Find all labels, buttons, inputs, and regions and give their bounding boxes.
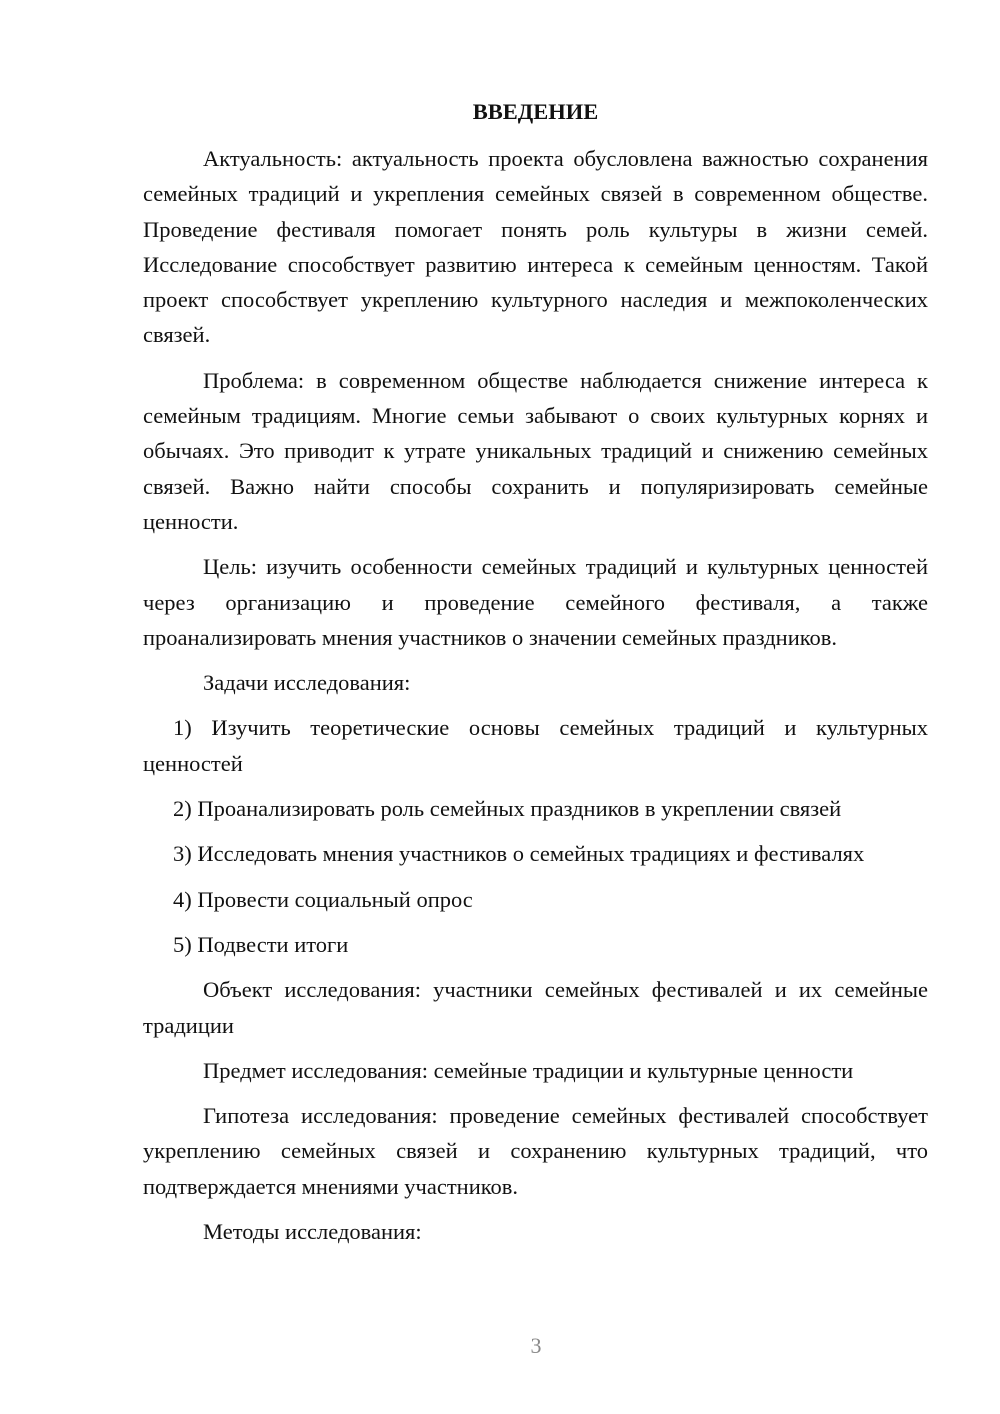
page-content xyxy=(143,94,928,1259)
problem-paragraph: Проблема: в современном обществе наблюдается снижение интереса к семейным традициям. Многие семьи забывают о своих культурных корнях и обычаях. Это приводит к утрате уникальных традиций и снижению семейных связей. Важно найти способы сохранить и популяризировать семейные ценности. xyxy=(143,367,928,534)
hypothesis-paragraph: Гипотеза исследования: проведение семейных фестивалей способствует укреплению семейных связей и сохранению культурных традиций, что подтверждается мнениями участников. xyxy=(143,1103,928,1199)
task-item-3: 3) Исследовать мнения участников о семейных традициях и фестивалях xyxy=(173,841,865,867)
tasks-heading: Задачи исследования: xyxy=(203,670,411,696)
task-item-4: 4) Провести социальный опрос xyxy=(173,886,473,912)
task-item-5: 5) Подвести итоги xyxy=(173,931,349,957)
goal-paragraph: Цель: изучить особенности семейных традиций и культурных ценностей через организацию и проведение семейного фестиваля, а также проанализировать мнения участников о значении семейных праздников. xyxy=(143,554,928,650)
relevance-paragraph: Актуальность: актуальность проекта обусловлена важностью сохранения семейных традиций и укрепления семейных связей в современном обществе. Проведение фестиваля помогает понять роль культуры в жизни семей. Исследование способствует развитию интереса к семейным ценностям. Такой проект способствует укреплению культурного наследия и межпоколенческих связей. xyxy=(143,146,928,348)
subject-paragraph: Предмет исследования: семейные традиции и культурные ценности xyxy=(203,1057,854,1083)
methods-heading: Методы исследования: xyxy=(203,1219,422,1245)
page-title: ВВЕДЕНИЕ xyxy=(472,99,599,124)
task-item-1: 1) Изучить теоретические основы семейных традиций и культурных ценностей xyxy=(143,715,928,776)
object-paragraph: Объект исследования: участники семейных фестивалей и их семейные традиции xyxy=(143,977,928,1038)
page-number: 3 xyxy=(530,1333,542,1358)
task-item-2: 2) Проанализировать роль семейных праздников в укреплении связей xyxy=(173,796,842,822)
